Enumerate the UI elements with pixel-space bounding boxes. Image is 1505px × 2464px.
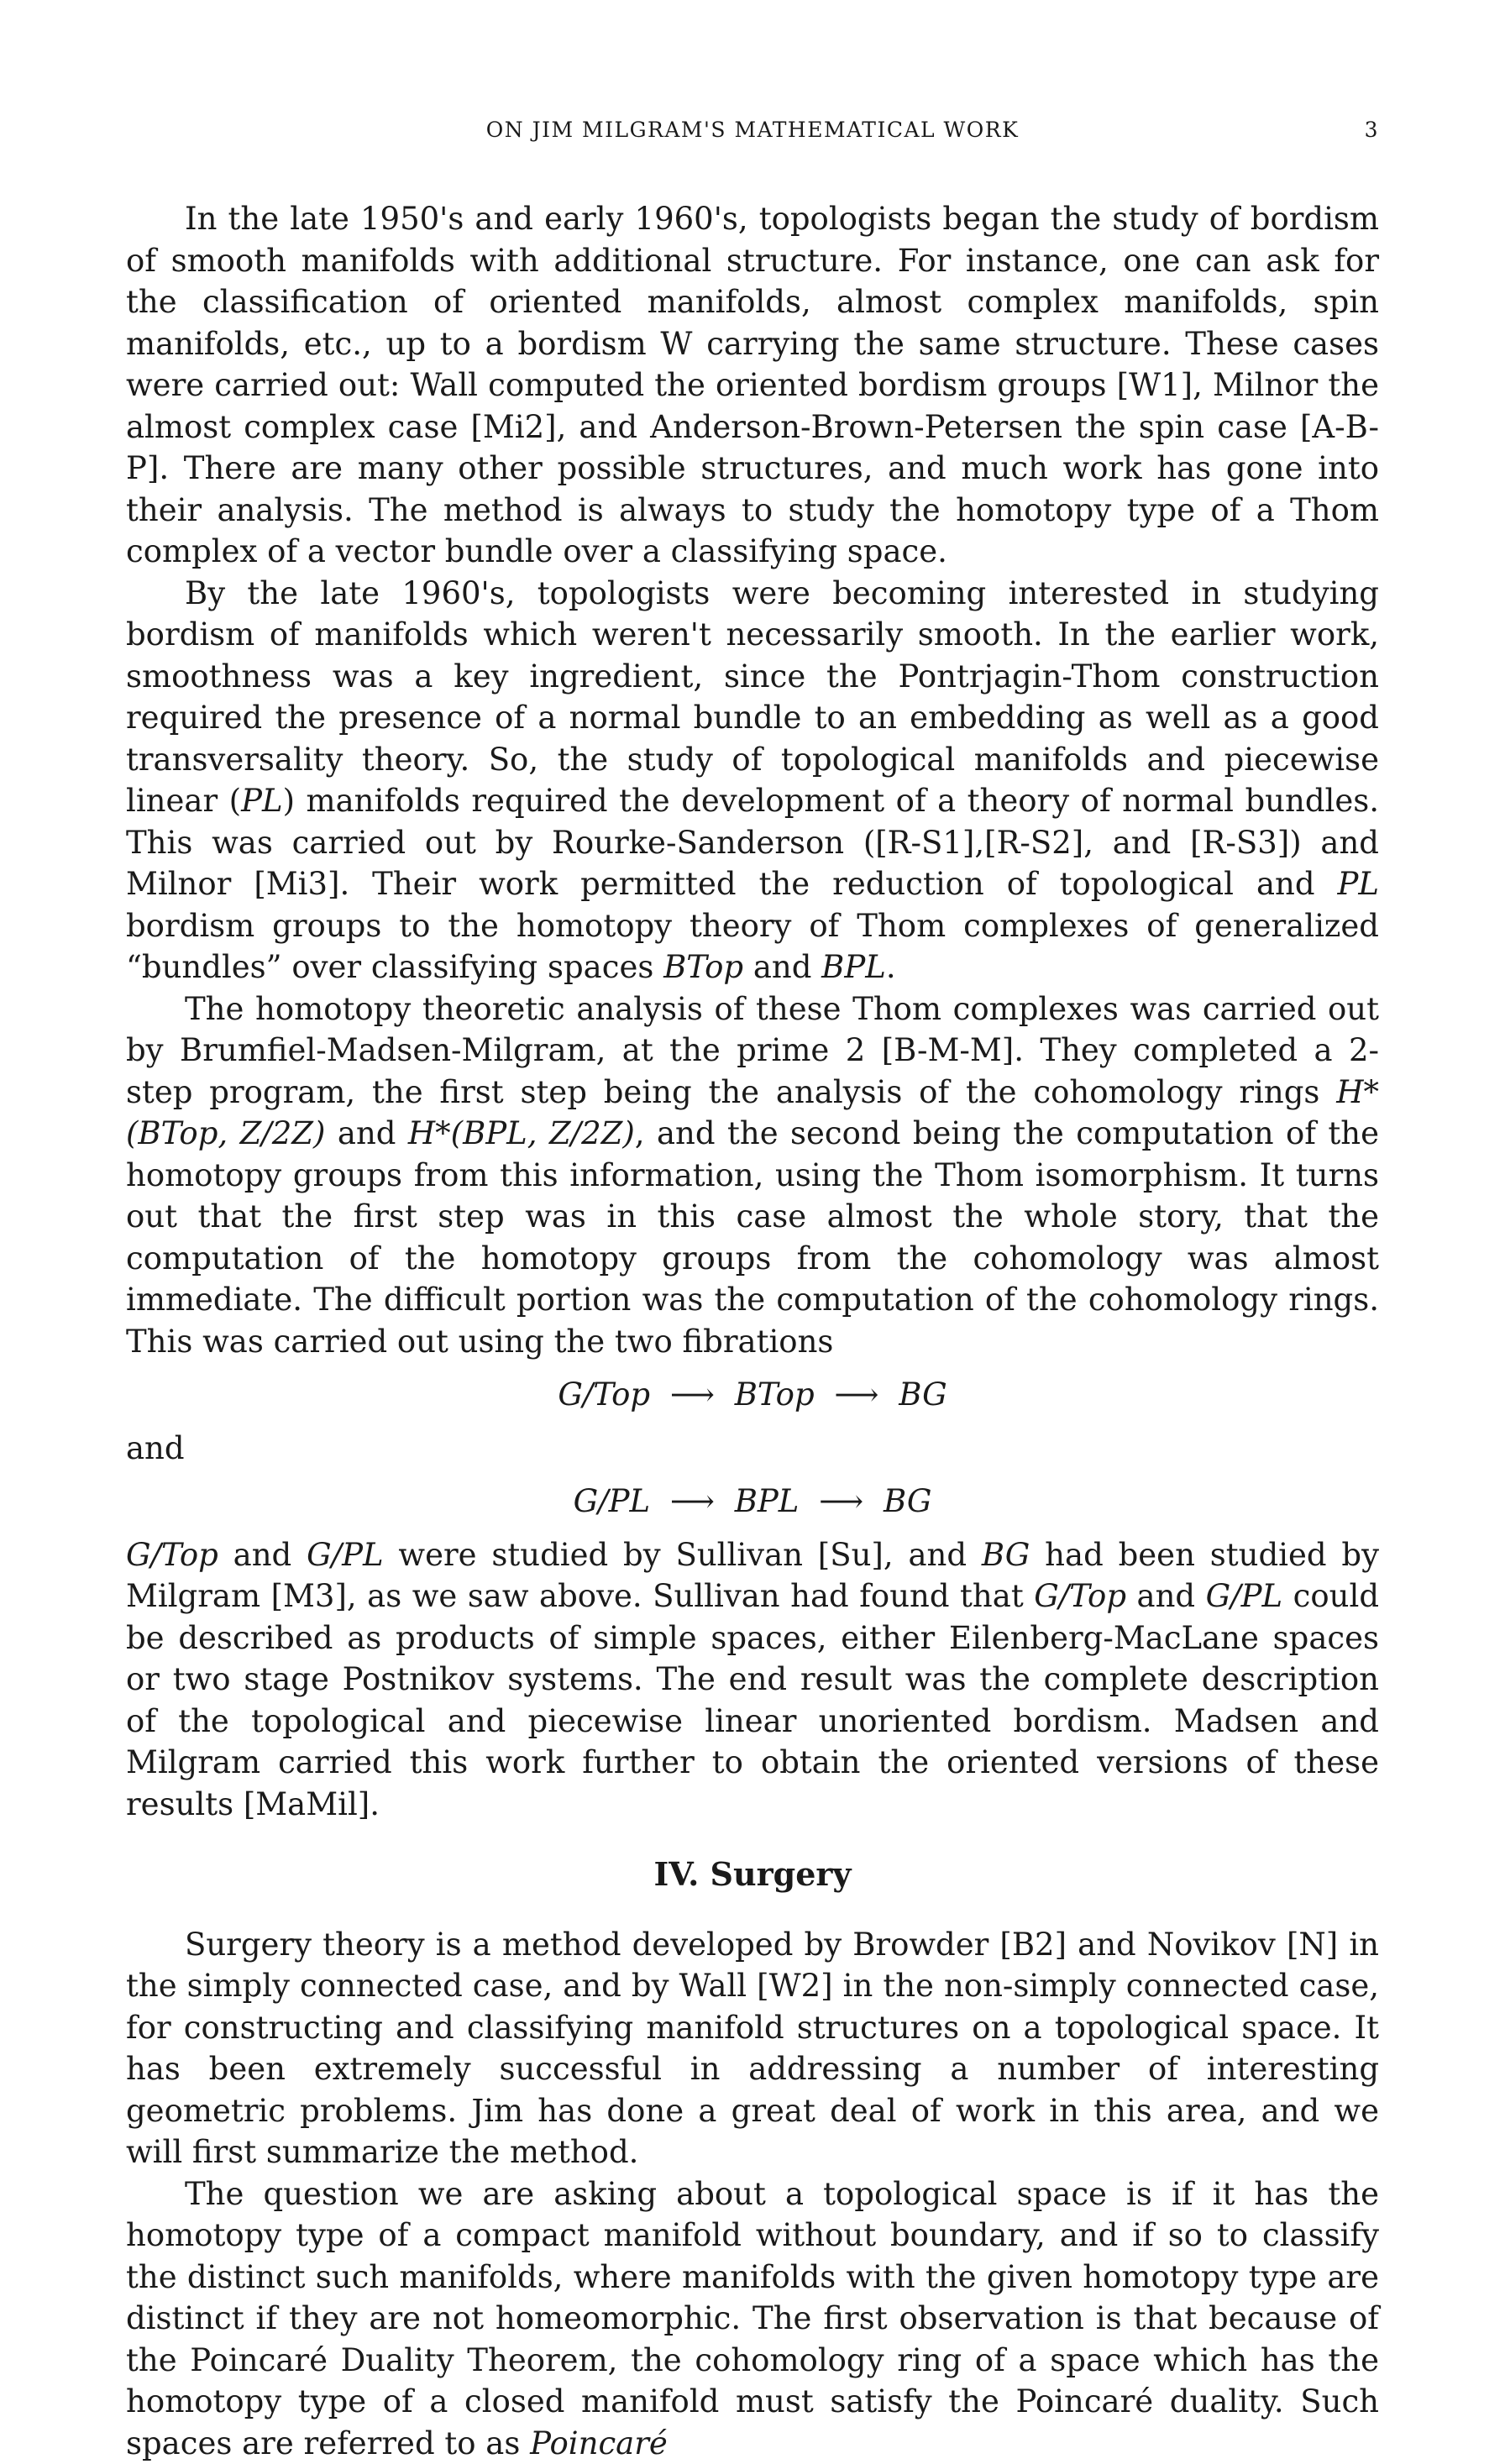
paragraph-text: In the late 1950's and early 1960's, topologists began the study of bordism of smooth manifolds with additional structure. For instance, one can ask for the classification of oriented manifolds, almost complex manifolds, spin manifolds, etc., up to a bordism W carrying the same structure. These cases were carried out: Wall computed the oriented bordism groups [W1], Milnor the almost complex case [Mi2], and Anderson-Brown-Petersen the spin case [A-B-P]. There are many other possible structures, and much work has gone into their analysis. The method is always to study the homotopy type of a Thom complex of a vector bundle over a classifying space. [126,201,1379,569]
paragraph-homotopy-analysis [126,988,1379,1363]
math-pl: PL [241,783,282,819]
arrow-right-icon: ⟶ [819,1483,863,1519]
arrow-right-icon: ⟶ [834,1376,878,1413]
arrow-right-icon: ⟶ [670,1483,715,1519]
text-run: , and the second being the computation of the homotopy groups from this information, using the Thom isomorphism. It turns out that the first step was in this case almost the whole story, that the computation of the homotopy groups from the cohomology was almost immediate. The difficult portion was the computation of the cohomology rings. This was carried out using the two fibrations [126,1115,1379,1360]
math-pl: PL [1338,866,1379,902]
text-run: had been studied by Milgram [M3], as we saw above. Sullivan had found that [126,1537,1379,1615]
text-run: By the late 1960's, topologists were becoming interested in studying bordism of manifolds which weren't necessarily smooth. In the earlier work, smoothness was a key ingredient, since the Pontrjagin-Thom construction required the presence of a normal bundle to an embedding as well as a good transversality theory. So, the study of topological manifolds and piecewise linear ( [126,575,1379,820]
text-run: bordism groups to the homotopy theory of Thom complexes of generalized “bundles” over classifying spaces [126,908,1379,986]
math-g-top: G/Top [1034,1578,1126,1614]
text-run: and [325,1115,407,1151]
math-btop: BTop [663,949,743,985]
text-run: ) manifolds required the development of a theory of normal bundles. This was carried out by Rourke-Sanderson ([R-S1],[R-S2], and [R-S3]) and Milnor [Mi3]. Their work permitted the reduction of topological and [126,783,1379,902]
math-bg: BG [982,1537,1030,1573]
paragraph-topological-bordism [126,573,1379,988]
math-g-pl: G/PL [1206,1578,1283,1614]
display-fibration-top [126,1374,1379,1416]
connector-and: and [126,1428,1379,1470]
paragraph-poincare [126,2173,1379,2464]
math-bg: BG [899,1376,947,1413]
math-bg: BG [884,1483,931,1519]
emphasis-poincare: Poincaré [530,2425,668,2461]
arrow-right-icon: ⟶ [670,1376,715,1413]
running-title: ON JIM MILGRAM'S MATHEMATICAL WORK [126,118,1379,142]
text-run: . [886,949,896,985]
page-number: 3 [1365,118,1379,142]
math-g-top: G/Top [558,1376,650,1413]
math-bpl: BPL [735,1483,800,1519]
paragraph-sullivan [126,1534,1379,1826]
text-run: were studied by Sullivan [Su], and [384,1537,982,1573]
math-cohomology-bpl: H*(BPL, Z/2Z) [408,1115,635,1151]
text-run: and [743,949,821,985]
math-g-pl: G/PL [574,1483,651,1519]
paragraph-text: Surgery theory is a method developed by Browder [B2] and Novikov [N] in the simply connected case, and by Wall [W2] in the non-simply connected case, for constructing and classifying manifold structures on a topological space. It has been extremely successful in addressing a number of interesting geometric problems. Jim has done a great deal of work in this area, and we will first summarize the method. [126,1927,1379,2171]
display-fibration-pl [126,1481,1379,1523]
section-heading: IV. Surgery [126,1853,1379,1895]
math-bpl: BPL [821,949,886,985]
paragraph-surgery-intro [126,1924,1379,2173]
running-head [126,118,1379,151]
math-g-pl: G/PL [307,1537,384,1573]
paragraph-bordism-intro [126,198,1379,573]
text-run: and [218,1537,307,1573]
math-g-top: G/Top [126,1537,218,1573]
text-run: The question we are asking about a topological space is if it has the homotopy type of a compact manifold without boundary, and if so to classify the distinct such manifolds, where manifolds with the given homotopy type are distinct if they are not homeomorphic. The first observation is that because of the Poincaré Duality Theorem, the cohomology ring of a space which has the homotopy type of a closed manifold must satisfy the Poincaré duality. Such spaces are referred to as [126,2176,1379,2461]
math-btop: BTop [735,1376,815,1413]
body-text [126,198,1379,2464]
math-cohomology-btop: H*(BTop, Z/2Z) [126,1074,1379,1152]
text-run: could be described as products of simple spaces, either Eilenberg-MacLane spaces or two stage Postnikov systems. The end result was the complete description of the topological and piecewise linear unoriented bordism. Madsen and Milgram carried this work further to obtain the oriented versions of these results [MaMil]. [126,1578,1379,1822]
page [126,118,1379,2464]
text-run: The homotopy theoretic analysis of these Thom complexes was carried out by Brumfiel-Madsen-Milgram, at the prime 2 [B-M-M]. They completed a 2-step program, the first step being the analysis of the cohomology rings [126,991,1379,1110]
text-run: and [1126,1578,1206,1614]
